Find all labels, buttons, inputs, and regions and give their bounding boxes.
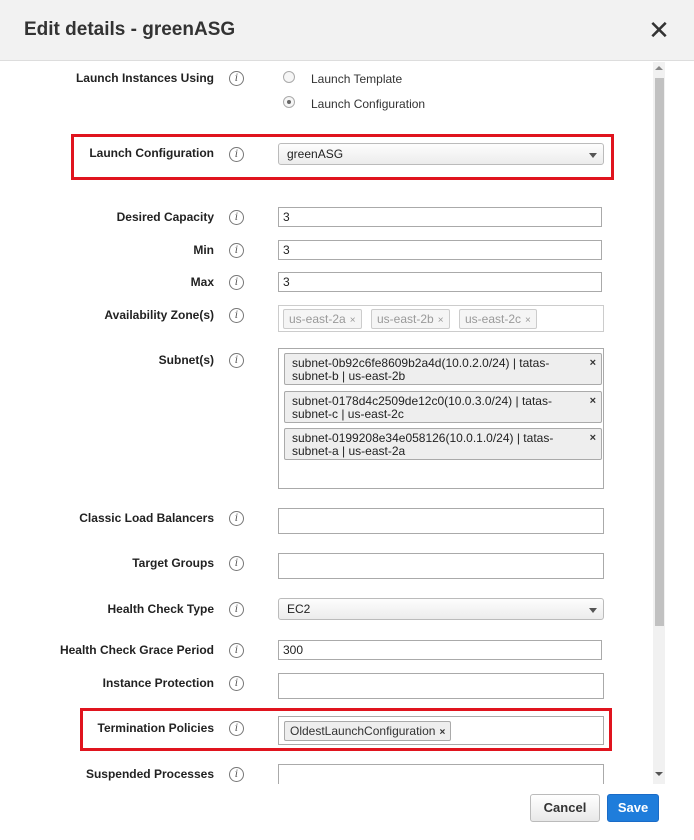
subnet-tag <box>284 353 602 385</box>
save-button[interactable]: Save <box>607 794 659 822</box>
info-icon[interactable]: i <box>229 147 244 162</box>
instance-protection-label: Instance Protection <box>102 676 214 690</box>
remove-icon[interactable]: × <box>589 357 596 369</box>
target-groups-label: Target Groups <box>132 556 214 570</box>
az-tag-label: us-east-2a <box>289 312 346 326</box>
subnet-tag-line2: subnet-a | us-east-2a <box>292 444 406 458</box>
suspended-processes-input[interactable] <box>278 764 604 784</box>
suspended-processes-label: Suspended Processes <box>85 767 214 781</box>
availability-zones-input[interactable] <box>278 305 604 332</box>
health-check-type-value: EC2 <box>287 602 311 616</box>
availability-zones-label: Availability Zone(s) <box>104 308 214 322</box>
subnets-input[interactable] <box>278 348 604 489</box>
info-icon[interactable]: i <box>229 556 244 571</box>
classic-load-balancers-input[interactable] <box>278 508 604 534</box>
dialog-header <box>0 0 694 61</box>
max-input[interactable]: 3 <box>278 272 602 292</box>
info-icon[interactable]: i <box>229 721 244 736</box>
termination-policies-label: Termination Policies <box>97 721 214 735</box>
az-tag <box>371 309 450 329</box>
subnet-tag-line1: subnet-0199208e34e058126(10.0.1.0/24) | tatas- <box>292 431 554 445</box>
remove-icon: × <box>437 315 444 326</box>
az-tag <box>459 309 537 329</box>
scrollbar-thumb[interactable] <box>655 78 664 626</box>
scroll-down-icon[interactable] <box>655 772 663 776</box>
info-icon[interactable]: i <box>229 767 244 782</box>
launch-instances-label: Launch Instances Using <box>75 71 214 85</box>
az-tag-label: us-east-2c <box>465 312 522 326</box>
scroll-up-icon[interactable] <box>655 66 663 70</box>
subnet-tag-line1: subnet-0178d4c2509de12c0(10.0.3.0/24) | tatas- <box>292 394 552 408</box>
info-icon[interactable]: i <box>229 353 244 368</box>
remove-icon[interactable]: × <box>589 432 596 444</box>
health-check-type-label: Health Check Type <box>107 602 214 616</box>
chevron-down-icon <box>589 153 597 158</box>
info-icon[interactable]: i <box>229 602 244 617</box>
info-icon[interactable]: i <box>229 275 244 290</box>
remove-icon[interactable]: × <box>589 395 596 407</box>
desired-capacity-label: Desired Capacity <box>116 210 214 224</box>
remove-icon: × <box>525 315 531 326</box>
info-icon[interactable]: i <box>229 210 244 225</box>
info-icon[interactable]: i <box>229 643 244 658</box>
az-tag <box>283 309 362 329</box>
min-label: Min <box>193 243 214 257</box>
info-icon[interactable]: i <box>229 71 244 86</box>
subnets-label: Subnet(s) <box>158 353 214 367</box>
info-icon[interactable]: i <box>229 676 244 691</box>
radio-launch-template-label[interactable]: Launch Template <box>311 72 403 86</box>
az-tag-label: us-east-2b <box>377 312 434 326</box>
health-check-grace-period-input[interactable]: 300 <box>278 640 602 660</box>
launch-configuration-select[interactable] <box>278 143 604 165</box>
footer-divider <box>0 784 694 785</box>
info-icon[interactable]: i <box>229 511 244 526</box>
health-check-type-select[interactable] <box>278 598 604 620</box>
launch-configuration-value: greenASG <box>287 147 344 161</box>
cancel-button[interactable]: Cancel <box>530 794 600 822</box>
radio-launch-configuration-label[interactable]: Launch Configuration <box>311 97 426 111</box>
subnet-tag-line1: subnet-0b92c6fe8609b2a4d(10.0.2.0/24) | tatas- <box>292 356 550 370</box>
min-input[interactable]: 3 <box>278 240 602 260</box>
subnet-tag <box>284 391 602 423</box>
dialog-title: Edit details - greenASG <box>24 19 236 40</box>
instance-protection-input[interactable] <box>278 673 604 699</box>
health-check-grace-period-label: Health Check Grace Period <box>59 643 214 657</box>
subnet-tag-line2: subnet-c | us-east-2c <box>292 407 404 421</box>
close-icon[interactable]: ✕ <box>648 15 670 45</box>
chevron-down-icon <box>589 608 597 613</box>
subnet-tag-line2: subnet-b | us-east-2b <box>292 369 406 383</box>
launch-configuration-label: Launch Configuration <box>89 146 214 160</box>
classic-load-balancers-label: Classic Load Balancers <box>79 511 214 525</box>
remove-icon: × <box>349 315 356 326</box>
subnet-tag <box>284 428 602 460</box>
termination-policy-tag-label: OldestLaunchConfiguration <box>290 724 436 738</box>
termination-policies-input[interactable] <box>278 716 604 745</box>
remove-icon[interactable]: × <box>439 727 446 738</box>
max-label: Max <box>190 275 214 289</box>
info-icon[interactable]: i <box>229 243 244 258</box>
target-groups-input[interactable] <box>278 553 604 579</box>
termination-policy-tag <box>284 721 451 741</box>
desired-capacity-input[interactable]: 3 <box>278 207 602 227</box>
radio-launch-template[interactable] <box>283 71 295 83</box>
info-icon[interactable]: i <box>229 308 244 323</box>
radio-launch-configuration[interactable] <box>283 96 295 108</box>
